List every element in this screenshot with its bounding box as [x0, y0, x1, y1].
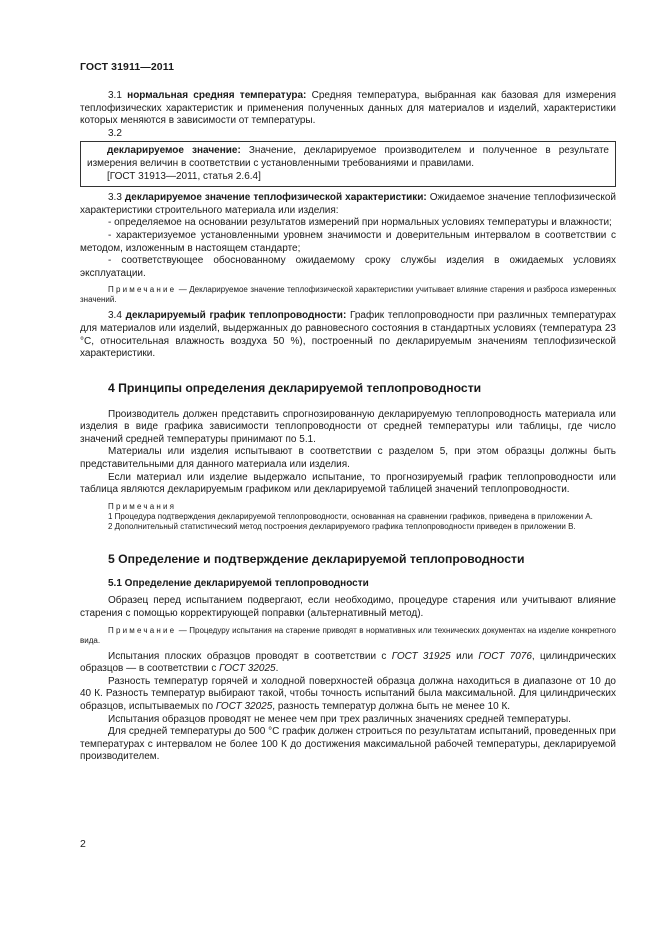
note-5-1 — [80, 626, 616, 646]
clause-text: Значение, декларируемое производителем и полученное в результате измерения величин в соответствии с установленными требованиями и правилами. — [87, 145, 609, 169]
clause-text: Ожидаемое значение теплофизической характеристики строительного материала или изделия: — [80, 192, 617, 216]
clause-term: декларируемое значение: — [107, 145, 241, 157]
section-5-title: 5 Определение и подтверждение декларируемой теплопроводности — [108, 551, 525, 566]
paragraph: Испытания плоских образцов проводят в соответствии с ГОСТ 31925 или ГОСТ 7076, цилиндрических образцов — в соответствии с ГОСТ 32025. — [80, 650, 616, 675]
clause-text: Средняя температура, выбранная как базовая для измерения теплофизических характеристик и применения полученных данных для материалов и изделий, характеристики которых меняются в зависимости от температуры. — [80, 90, 617, 127]
notes-label: Примечания — [108, 501, 177, 511]
clause-3-4 — [80, 310, 616, 360]
clause-3-2-number: 3.2 — [108, 127, 122, 139]
paragraph: Образец перед испытанием подвергают, если необходимо, процедуре старения или учитывают влияние старения с помощью корректирующей поправки (альтернативный метод). — [80, 595, 616, 620]
clause-term: декларируемое значение теплофизической характеристики: — [124, 192, 427, 204]
standard-ref: ГОСТ 31925 — [391, 650, 451, 662]
note-item: 2 Дополнительный статистический метод построения декларируемого графика теплопроводности приведен в приложении В. — [108, 521, 576, 531]
note-text: — Процедуру испытания на старение приводят в нормативных или технических документах на изделие конкретного вида. — [80, 625, 616, 645]
note-label: Примечание — [108, 285, 177, 295]
note-3-3 — [80, 285, 616, 305]
clause-term: нормальная средняя температура: — [127, 90, 307, 101]
paragraph: Разность температур горячей и холодной поверхностей образца должна находиться в диапазоне от 10 до 40 К. Разность температур выбирают такой, чтобы точность испытаний была максимальной. Для цилиндрических образцов, испытываемых по ГОСТ 32025, разность температур должна быть не менее 10 К. — [80, 675, 616, 712]
subsection-5-1-title: 5.1 Определение декларируемой теплопроводности — [108, 577, 369, 589]
list-item: - характеризуемое установленными уровнем значимости и доверительным интервалом в соответствии с методом, изложенным в настоящем стандарте; — [80, 229, 616, 254]
standard-ref: ГОСТ 32025 — [215, 701, 273, 712]
clause-number: 3.4 — [108, 310, 122, 322]
note-item: 1 Процедура подтверждения декларируемой теплопроводности, основанная на сравнении графиков, приведена в приложении А. — [108, 511, 593, 521]
standard-header: ГОСТ 31911—2011 — [80, 61, 175, 73]
clause-term: декларируемый график теплопроводности: — [125, 310, 347, 322]
clause-number: 3.1 — [108, 90, 122, 101]
clause-3-3 — [80, 192, 616, 217]
note-text: — Декларируемое значение теплофизической характеристики учитывает влияние старения и разброса измеренных значений. — [80, 285, 616, 305]
page-number: 2 — [80, 838, 86, 850]
list-item: - определяемое на основании результатов измерений при нормальных условиях температуры и влажности; — [108, 217, 612, 229]
paragraph: Испытания образцов проводят не менее чем при трех различных значениях средней температуры. — [108, 713, 571, 725]
paragraph: Материалы или изделия испытывают в соответствии с разделом 5, при этом образцы должны быть представительными для данного материала или изделия. — [80, 446, 616, 471]
section-4-title: 4 Принципы определения декларируемой теплопроводности — [108, 380, 482, 395]
quoted-definition-box — [80, 141, 616, 187]
clause-3-1 — [80, 90, 616, 128]
clause-3-2 — [87, 145, 609, 170]
standard-ref: ГОСТ 32025 — [219, 663, 276, 675]
standard-ref: ГОСТ 7076 — [478, 650, 532, 662]
paragraph: Для средней температуры до 500 °С график должен строиться по результатам испытаний, проведенных при температурах с интервалом не более 100 К до достижения максимальной рабочей температуры, декларируемой производителем. — [80, 726, 616, 763]
clause-3-2-ref: [ГОСТ 31913—2011, статья 2.6.4] — [107, 170, 261, 182]
clause-text: График теплопроводности при различных температурах для материалов или изделий, выдержанных до равновесного состояния в стандартных условиях (температура 23 °С, относительная влажность воздуха 50 %), построенный по декларируемым значениям теплофизической характеристики. — [80, 310, 617, 360]
clause-number: 3.3 — [108, 192, 122, 204]
page-content — [80, 90, 616, 764]
list-item: - соответствующее обоснованному ожидаемому сроку службы изделия в ожидаемых условиях эксплуатации. — [80, 255, 616, 279]
note-label: Примечание — [108, 625, 177, 635]
paragraph: Если материал или изделие выдержало испытание, то прогнозируемый график теплопроводности или таблица являются декларируемым графиком или декларируемой таблицей значений теплопроводности. — [80, 471, 616, 496]
paragraph: Производитель должен представить спрогнозированную декларируемую теплопроводность материала или изделия в виде графика зависимости теплопроводности от средней температуры или таблицы, где число значений средней температуры принимают по 5.1. — [80, 408, 616, 445]
